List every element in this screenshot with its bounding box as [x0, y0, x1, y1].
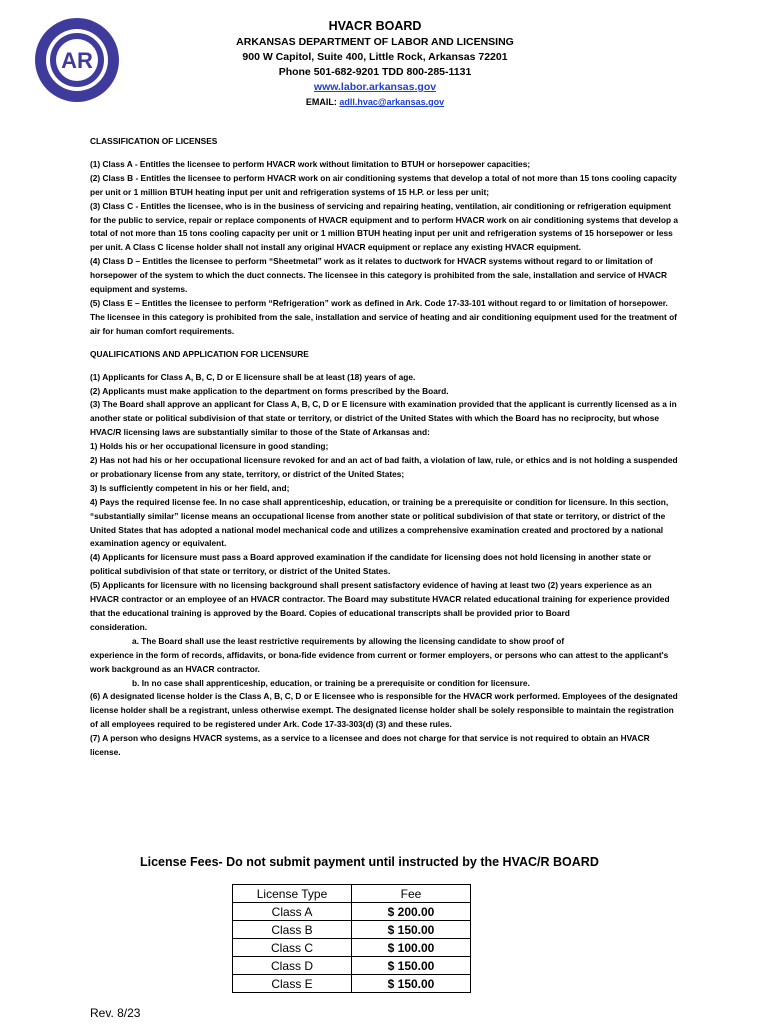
- website-link[interactable]: www.labor.arkansas.gov: [313, 81, 437, 93]
- department-seal-icon: [34, 17, 120, 103]
- classification-item: (2) Class B - Entitles the licensee to perform HVACR work on air conditioning systems that develop a total of not more than 15 tons cooling capacity per unit or 1 million BTUH heating input per unit and refrigeration systems of 15 H.P. or less per unit;: [90, 172, 677, 197]
- qualification-item: (5) Applicants for licensure with no licensing background shall present satisfactory evidence of having at least two (2) years experience as an HVACR contractor or an employee of an HVACR contractor. The Board may substitute HVACR related educational training for experience provided that the educational training is approved by the Board. Copies of educational transcripts shall be provided prior to Board: [90, 580, 670, 618]
- classification-item: (5) Class E – Entitles the licensee to perform “Refrigeration” work as defined in Ark. Code 17-33-101 without regard to or limitation of horsepower. The licensee in this category is prohibited from the sale, installation and service of heating and air conditioning equipment used for the treatment of air for human comfort requirements.: [90, 297, 677, 336]
- department-name: ARKANSAS DEPARTMENT OF LABOR AND LICENSING: [236, 36, 514, 48]
- fees-row: [233, 939, 471, 957]
- qualification-item: (3) The Board shall approve an applicant for Class A, B, C, D or E licensure with examination provided that the applicant is currently licensed as a in another state or political subdivision of that state or territory, or district of the United States with which the Board has no reciprocity, but whose HVAC/R licensing laws are substantially similar to those of the State of Arkansas and:: [90, 399, 677, 438]
- email-label: EMAIL:: [305, 97, 337, 107]
- qualification-item: a. The Board shall use the least restrictive requirements by allowing the licensing candidate to show proof of: [132, 635, 565, 646]
- license-fee-cell: $ 150.00: [352, 975, 471, 993]
- classification-item: (3) Class C - Entitles the licensee, who is in the business of servicing and repairing heating, ventilation, air conditioning or refrigeration equipment for the public to service, repair or replace components of HVACR equipment and to perform HVACR work on air conditioning systems that develop a total of not more than 15 tons cooling capacity per unit or 1 million BTUH heating input per unit and refrigeration systems of 15 horsepower or less per unit. A Class C license holder shall not install any original HVACR equipment or replace any existing HVACR equipment.: [90, 200, 679, 253]
- email-link[interactable]: adll.hvac@arkansas.gov: [339, 97, 445, 107]
- fees-header-fee: Fee: [352, 885, 471, 903]
- fees-row: [233, 903, 471, 921]
- qualification-item: (2) Applicants must make application to the department on forms prescribed by the Board.: [90, 385, 449, 396]
- license-type-cell: Class A: [233, 903, 352, 921]
- license-fee-cell: $ 200.00: [352, 903, 471, 921]
- qualification-item: experience in the form of records, affidavits, or bona-fide evidence from current or former employers, or persons who can attest to the applicant's work background as an HVACR contractor.: [90, 649, 669, 674]
- qualification-item: 2) Has not had his or her occupational licensure revoked for and an act of bad faith, a violation of law, rule, or ethics and is not holding a suspended or probationary license from any state, territory, or district of the United States;: [90, 455, 678, 479]
- address: 900 W Capitol, Suite 400, Little Rock, Arkansas 72201: [242, 51, 508, 63]
- qualification-item: 1) Holds his or her occupational licensure in good standing;: [90, 441, 329, 452]
- fees-row: [233, 975, 471, 993]
- email-line: [180, 95, 570, 110]
- fees-row: [233, 957, 471, 975]
- classification-item: (4) Class D – Entitles the licensee to perform “Sheetmetal” work as it relates to ductwork for HVACR systems without regard to or limitation of horsepower of the system to which the duct connects. The licensee in this category is prohibited from the sale, installation and service of HVACR equipment and systems.: [90, 256, 668, 295]
- document-body: [90, 131, 680, 760]
- fees-header-type: License Type: [233, 885, 352, 903]
- board-title: HVACR BOARD: [328, 19, 422, 33]
- qualifications-list: [90, 371, 680, 760]
- classification-item: (1) Class A - Entitles the licensee to perform HVACR work without limitation to BTUH or horsepower capacities;: [90, 158, 531, 169]
- license-type-cell: Class C: [233, 939, 352, 957]
- qualification-item: b. In no case shall apprenticeship, education, or training be a prerequisite or condition for licensure.: [132, 677, 530, 688]
- qualification-item: (4) Applicants for licensure must pass a Board approved examination if the candidate for licensing does not hold licensing in another state or political subdivision of that state or territory, or district of the United States.: [90, 552, 652, 577]
- letterhead: [180, 18, 570, 110]
- qualification-item: consideration.: [90, 621, 148, 632]
- fees-table: [232, 884, 471, 993]
- qualification-item: (7) A person who designs HVACR systems, as a service to a licensee and does not charge for that service is not required to obtain an HVACR license.: [90, 733, 650, 758]
- fees-title: License Fees- Do not submit payment until instructed by the HVAC/R BOARD: [140, 855, 599, 869]
- license-fee-cell: $ 100.00: [352, 939, 471, 957]
- qualification-item: (6) A designated license holder is the Class A, B, C, D or E licensee who is responsible for the HVACR work performed. Employees of the designated license holder shall be a registrant, unless otherwise exempt. The designated license holder shall be solely responsible to maintain the registration of all employees required to be registered under Ark. Code 17-33-303(d) (3) and these rules.: [90, 691, 678, 730]
- classification-list: [90, 158, 680, 339]
- revision-note: Rev. 8/23: [90, 1006, 141, 1020]
- qualification-item: (1) Applicants for Class A, B, C, D or E licensure shall be at least (18) years of age.: [90, 371, 416, 382]
- license-fee-cell: $ 150.00: [352, 921, 471, 939]
- license-type-cell: Class D: [233, 957, 352, 975]
- qualification-item: 3) Is sufficiently competent in his or her field, and;: [90, 482, 290, 493]
- classification-heading: CLASSIFICATION OF LICENSES: [90, 136, 218, 146]
- license-type-cell: Class B: [233, 921, 352, 939]
- license-fee-cell: $ 150.00: [352, 957, 471, 975]
- fees-row: [233, 921, 471, 939]
- qualification-item: 4) Pays the required license fee. In no case shall apprenticeship, education, or training be a prerequisite or condition for licensure. In this section, “substantially similar” license means an occupational license from another state or political subdivision of that state or territory, or district of the United States that has adopted a national model mechanical code and utilizes a comprehensive examination created and proctored by a national examination agency or equivalent.: [90, 496, 669, 549]
- phone: Phone 501-682-9201 TDD 800-285-1131: [278, 66, 472, 78]
- seal-letters: AR: [61, 48, 93, 73]
- license-type-cell: Class E: [233, 975, 352, 993]
- qualifications-heading: QUALIFICATIONS AND APPLICATION FOR LICENSURE: [90, 348, 309, 359]
